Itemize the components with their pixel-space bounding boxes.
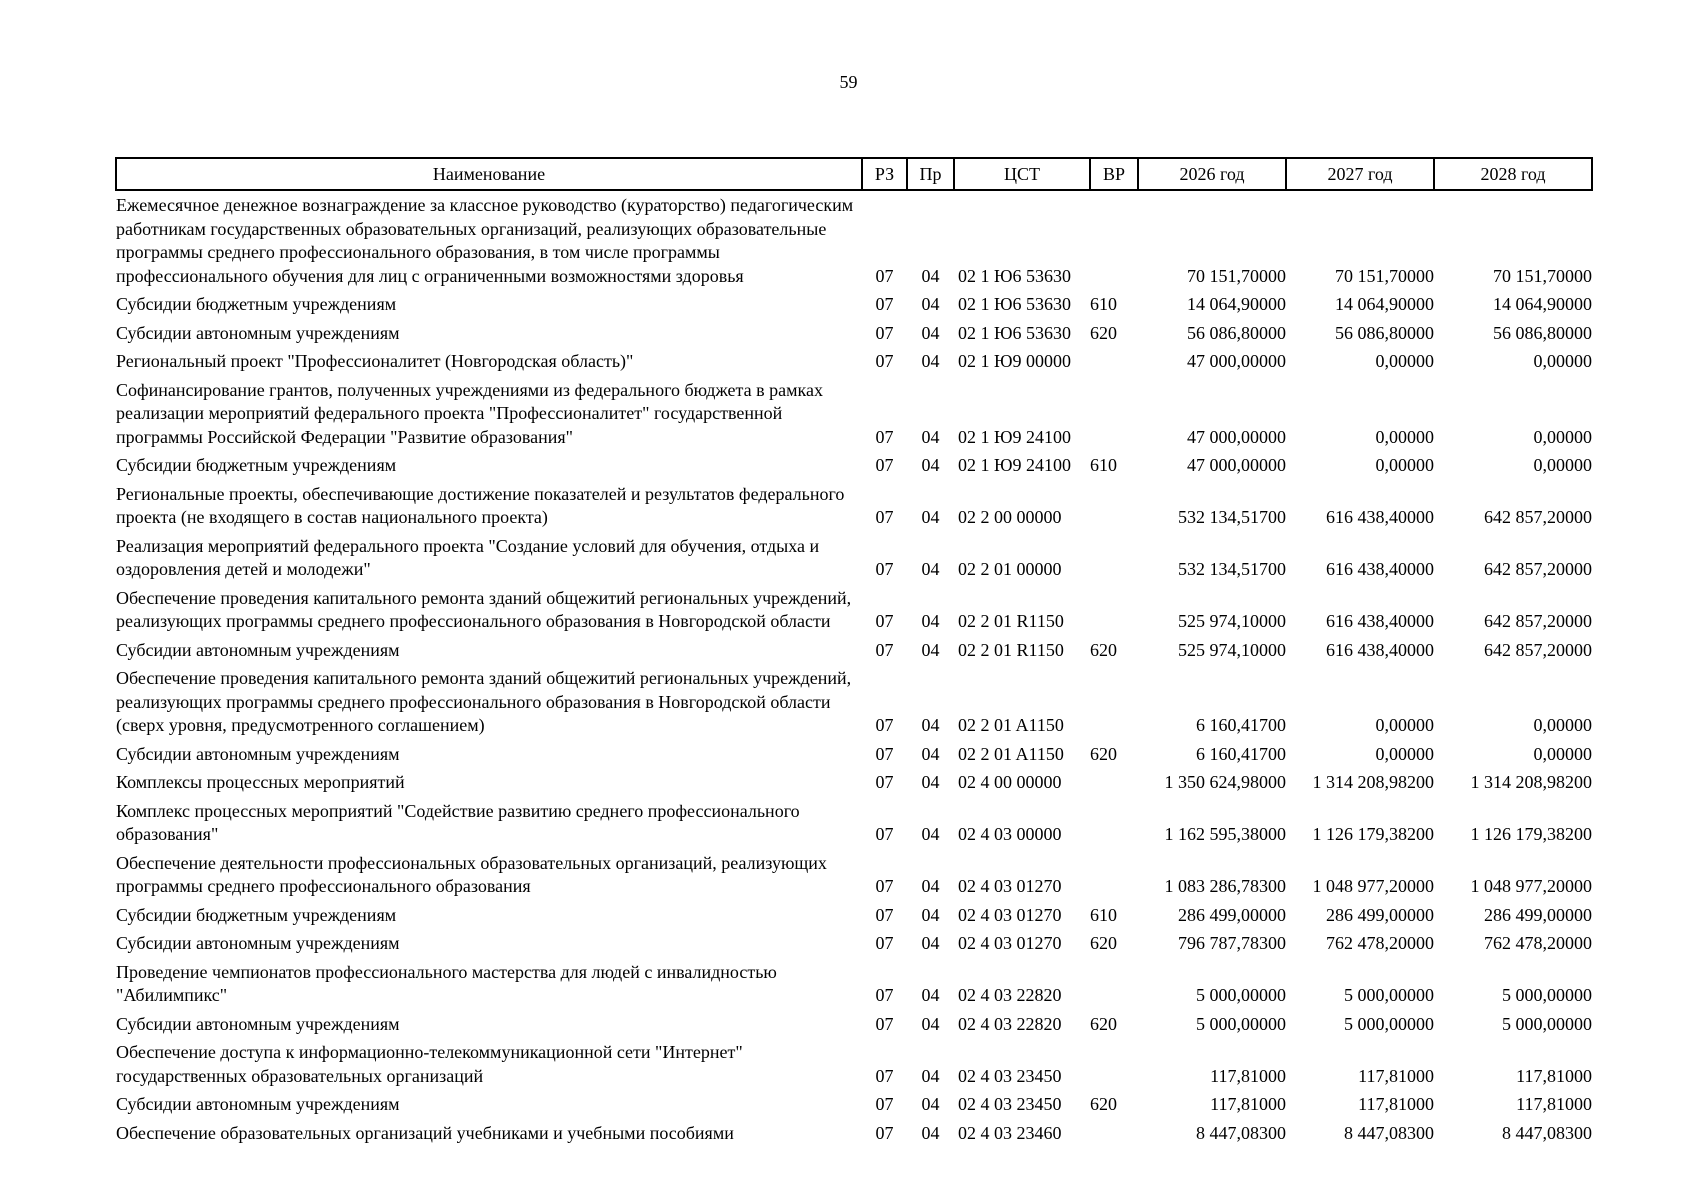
cell-2027: 0,00000: [1375, 715, 1434, 735]
table-row: [116, 664, 1592, 740]
column-header-name: Наименование: [116, 158, 862, 190]
cell-pr: 04: [921, 294, 940, 314]
cell-2026: 8 447,08300: [1196, 1122, 1286, 1143]
cell-rz: 07: [875, 1013, 894, 1034]
table-row: [116, 190, 1592, 290]
cell-vr: 620: [1090, 639, 1117, 660]
table-row: [116, 849, 1592, 901]
cell-2028: 286 499,00000: [1484, 904, 1592, 925]
cell-2028: 642 857,20000: [1484, 507, 1592, 527]
cell-cst: 02 4 03 23450: [958, 1065, 1062, 1086]
cell-pr: 04: [921, 507, 940, 527]
column-header-cst: ЦСТ: [954, 158, 1090, 190]
cell-2028: 8 447,08300: [1502, 1122, 1592, 1143]
cell-rz: 07: [875, 985, 894, 1005]
cell-2027: 0,00000: [1375, 426, 1434, 447]
cell-2028: 1 048 977,20000: [1470, 876, 1592, 896]
cell-2028: 0,00000: [1533, 455, 1592, 475]
cell-pr: 04: [921, 639, 940, 660]
cell-rz: 07: [875, 1094, 894, 1114]
column-header-2026: 2026 год: [1138, 158, 1286, 190]
cell-2026: 796 787,78300: [1178, 933, 1286, 953]
cell-rz: 07: [875, 904, 894, 925]
cell-rz: 07: [875, 933, 894, 953]
cell-2026: 47 000,00000: [1187, 455, 1286, 475]
cell-rz: 07: [875, 265, 894, 286]
table-row: [116, 376, 1592, 452]
table-header: [116, 158, 1592, 190]
cell-rz: 07: [875, 426, 894, 447]
cell-cst: 02 1 Ю9 24100: [958, 426, 1072, 447]
cell-2027: 14 064,90000: [1335, 294, 1434, 314]
cell-name: Проведение чемпионатов профессионального мастерства для людей с инвалидностью "Абилимпикс": [116, 961, 777, 1005]
cell-2027: 70 151,70000: [1335, 265, 1434, 286]
cell-2026: 532 134,51700: [1178, 559, 1286, 579]
cell-vr: [1090, 480, 1138, 532]
cell-name: Реализация мероприятий федерального проекта "Создание условий для обучения, отдыха и оздоровления детей и молодежи": [116, 535, 820, 579]
cell-cst: 02 2 01 R1150: [958, 639, 1064, 660]
cell-2027: 1 048 977,20000: [1312, 876, 1434, 896]
cell-2027: 616 438,40000: [1326, 611, 1434, 631]
cell-pr: 04: [921, 772, 940, 792]
cell-2026: 1 350 624,98000: [1164, 772, 1286, 792]
page-number: 59: [839, 72, 858, 92]
cell-2026: 70 151,70000: [1187, 265, 1286, 286]
table-row: [116, 1090, 1592, 1119]
cell-pr: 04: [921, 904, 940, 925]
cell-vr: 610: [1090, 294, 1117, 314]
cell-vr: 620: [1090, 322, 1117, 343]
table-row: [116, 584, 1592, 636]
cell-2026: 6 160,41700: [1196, 743, 1286, 764]
cell-pr: 04: [921, 351, 940, 371]
cell-vr: 610: [1090, 904, 1117, 925]
header-row: [116, 158, 1592, 190]
cell-cst: 02 2 00 00000: [958, 507, 1062, 527]
cell-cst: 02 1 Ю6 53630: [958, 265, 1072, 286]
cell-2028: 0,00000: [1533, 426, 1592, 447]
cell-vr: [1090, 1119, 1138, 1148]
table-row: [116, 532, 1592, 584]
table-body: [116, 190, 1592, 1147]
cell-name: Субсидии автономным учреждениям: [116, 1013, 400, 1034]
cell-pr: 04: [921, 611, 940, 631]
column-header-2027: 2027 год: [1286, 158, 1434, 190]
cell-pr: 04: [921, 933, 940, 953]
cell-2026: 5 000,00000: [1196, 985, 1286, 1005]
cell-2026: 1 083 286,78300: [1164, 876, 1286, 896]
cell-2028: 117,81000: [1516, 1065, 1592, 1086]
cell-2028: 1 314 208,98200: [1470, 772, 1592, 792]
cell-name: Обеспечение деятельности профессиональных образовательных организаций, реализующих программы среднего профессионального образования: [116, 852, 827, 896]
cell-name: Региональный проект "Профессионалитет (Новгородская область)": [116, 351, 634, 371]
cell-cst: 02 4 03 01270: [958, 876, 1062, 896]
cell-2027: 0,00000: [1375, 351, 1434, 371]
cell-name: Субсидии бюджетным учреждениям: [116, 294, 397, 314]
table-row: [116, 740, 1592, 769]
cell-cst: 02 2 01 00000: [958, 559, 1062, 579]
budget-table: [115, 157, 1593, 1147]
cell-2028: 642 857,20000: [1484, 611, 1592, 631]
cell-2027: 616 438,40000: [1326, 507, 1434, 527]
cell-2027: 5 000,00000: [1344, 985, 1434, 1005]
column-header-2028: 2028 год: [1434, 158, 1592, 190]
cell-cst: 02 4 03 01270: [958, 904, 1062, 925]
table-row: [116, 768, 1592, 797]
cell-2027: 616 438,40000: [1326, 559, 1434, 579]
table-row: [116, 1119, 1592, 1148]
cell-pr: 04: [921, 455, 940, 475]
cell-cst: 02 4 03 01270: [958, 933, 1062, 953]
cell-2026: 1 162 595,38000: [1164, 824, 1286, 844]
cell-2028: 117,81000: [1516, 1094, 1592, 1114]
cell-rz: 07: [875, 294, 894, 314]
cell-vr: [1090, 664, 1138, 740]
table-row: [116, 636, 1592, 665]
cell-cst: 02 4 03 23450: [958, 1094, 1062, 1114]
cell-2028: 56 086,80000: [1493, 322, 1592, 343]
cell-vr: [1090, 849, 1138, 901]
cell-vr: 620: [1090, 743, 1117, 764]
cell-cst: 02 4 03 00000: [958, 824, 1062, 844]
cell-pr: 04: [921, 876, 940, 896]
cell-rz: 07: [875, 351, 894, 371]
cell-2027: 117,81000: [1358, 1094, 1434, 1114]
cell-pr: 04: [921, 559, 940, 579]
cell-2027: 0,00000: [1375, 743, 1434, 764]
cell-2027: 762 478,20000: [1326, 933, 1434, 953]
cell-cst: 02 1 Ю9 00000: [958, 351, 1072, 371]
cell-vr: [1090, 584, 1138, 636]
cell-pr: 04: [921, 1065, 940, 1086]
cell-cst: 02 2 01 A1150: [958, 715, 1064, 735]
cell-cst: 02 1 Ю9 24100: [958, 455, 1072, 475]
cell-name: Субсидии бюджетным учреждениям: [116, 904, 397, 925]
cell-name: Софинансирование грантов, полученных учреждениями из федерального бюджета в рамках реализации мероприятий федерального проекта "Профессионалитет" государственной программы Российской Федерации "Развитие образования": [116, 379, 823, 447]
cell-vr: [1090, 376, 1138, 452]
cell-2027: 8 447,08300: [1344, 1122, 1434, 1143]
cell-pr: 04: [921, 715, 940, 735]
cell-cst: 02 4 03 23460: [958, 1122, 1062, 1143]
cell-vr: [1090, 532, 1138, 584]
column-header-rz: РЗ: [862, 158, 907, 190]
cell-rz: 07: [875, 1122, 894, 1143]
cell-cst: 02 4 03 22820: [958, 1013, 1062, 1034]
cell-name: Ежемесячное денежное вознаграждение за классное руководство (кураторство) педагогическим работникам государственных образовательных организаций, реализующих образовательные программы среднего профессионального образования, в том числе программы профессионального обучения для лиц с ограниченными возможностями здоровья: [116, 195, 854, 286]
cell-2026: 6 160,41700: [1196, 715, 1286, 735]
cell-2026: 525 974,10000: [1178, 639, 1286, 660]
cell-rz: 07: [875, 824, 894, 844]
cell-2026: 286 499,00000: [1178, 904, 1286, 925]
cell-name: Обеспечение доступа к информационно-телекоммуникационной сети "Интернет" государственных образовательных организаций: [116, 1042, 743, 1086]
cell-2027: 56 086,80000: [1335, 322, 1434, 343]
cell-2028: 0,00000: [1533, 715, 1592, 735]
cell-pr: 04: [921, 265, 940, 286]
cell-rz: 07: [875, 876, 894, 896]
cell-name: Субсидии автономным учреждениям: [116, 322, 400, 343]
cell-cst: 02 4 00 00000: [958, 772, 1062, 792]
cell-vr: 610: [1090, 455, 1117, 475]
cell-pr: 04: [921, 985, 940, 1005]
column-header-pr: Пр: [907, 158, 954, 190]
cell-cst: 02 1 Ю6 53630: [958, 322, 1072, 343]
cell-2027: 616 438,40000: [1326, 639, 1434, 660]
table-row: [116, 451, 1592, 480]
cell-rz: 07: [875, 455, 894, 475]
table-row: [116, 929, 1592, 958]
cell-2028: 0,00000: [1533, 351, 1592, 371]
cell-2028: 642 857,20000: [1484, 639, 1592, 660]
cell-vr: 620: [1090, 933, 1117, 953]
table-row: [116, 797, 1592, 849]
cell-name: Региональные проекты, обеспечивающие достижение показателей и результатов федерального проекта (не входящего в состав национального проекта): [116, 483, 845, 527]
cell-pr: 04: [921, 1094, 940, 1114]
cell-name: Комплексы процессных мероприятий: [116, 772, 405, 792]
cell-vr: [1090, 1038, 1138, 1090]
table-row: [116, 1038, 1592, 1090]
cell-2028: 762 478,20000: [1484, 933, 1592, 953]
cell-pr: 04: [921, 743, 940, 764]
cell-2028: 70 151,70000: [1493, 265, 1592, 286]
cell-2028: 5 000,00000: [1502, 1013, 1592, 1034]
cell-cst: 02 4 03 22820: [958, 985, 1062, 1005]
cell-vr: [1090, 768, 1138, 797]
cell-cst: 02 2 01 A1150: [958, 743, 1064, 764]
cell-vr: [1090, 797, 1138, 849]
column-header-vr: ВР: [1090, 158, 1138, 190]
cell-name: Субсидии автономным учреждениям: [116, 639, 400, 660]
cell-2027: 0,00000: [1375, 455, 1434, 475]
cell-2026: 5 000,00000: [1196, 1013, 1286, 1034]
cell-2028: 0,00000: [1533, 743, 1592, 764]
cell-rz: 07: [875, 559, 894, 579]
cell-name: Комплекс процессных мероприятий "Содействие развитию среднего профессионального образования": [116, 800, 800, 844]
cell-cst: 02 2 01 R1150: [958, 611, 1064, 631]
cell-vr: 620: [1090, 1013, 1117, 1034]
cell-vr: [1090, 958, 1138, 1010]
cell-2028: 5 000,00000: [1502, 985, 1592, 1005]
cell-rz: 07: [875, 715, 894, 735]
cell-rz: 07: [875, 611, 894, 631]
table-row: [116, 290, 1592, 319]
cell-pr: 04: [921, 322, 940, 343]
cell-name: Обеспечение образовательных организаций учебниками и учебными пособиями: [116, 1122, 734, 1143]
cell-2026: 56 086,80000: [1187, 322, 1286, 343]
table-row: [116, 480, 1592, 532]
cell-rz: 07: [875, 1065, 894, 1086]
cell-name: Обеспечение проведения капитального ремонта зданий общежитий региональных учреждений, реализующих программы среднего профессионального образования в Новгородской области (сверх уровня, предусмотренного соглашением): [116, 668, 852, 735]
cell-name: Обеспечение проведения капитального ремонта зданий общежитий региональных учреждений, реализующих программы среднего профессионального образования в Новгородской области: [116, 587, 852, 631]
cell-name: Субсидии бюджетным учреждениям: [116, 455, 397, 475]
cell-2027: 1 314 208,98200: [1312, 772, 1434, 792]
cell-pr: 04: [921, 426, 940, 447]
cell-2028: 14 064,90000: [1493, 294, 1592, 314]
cell-2026: 525 974,10000: [1178, 611, 1286, 631]
cell-rz: 07: [875, 322, 894, 343]
cell-2027: 5 000,00000: [1344, 1013, 1434, 1034]
table-row: [116, 319, 1592, 348]
cell-rz: 07: [875, 507, 894, 527]
cell-2028: 642 857,20000: [1484, 559, 1592, 579]
cell-pr: 04: [921, 1013, 940, 1034]
table-row: [116, 347, 1592, 376]
cell-vr: 620: [1090, 1094, 1117, 1114]
table-row: [116, 958, 1592, 1010]
cell-2027: 286 499,00000: [1326, 904, 1434, 925]
cell-2027: 1 126 179,38200: [1312, 824, 1434, 844]
cell-pr: 04: [921, 1122, 940, 1143]
cell-2027: 117,81000: [1358, 1065, 1434, 1086]
cell-2026: 14 064,90000: [1187, 294, 1286, 314]
cell-name: Субсидии автономным учреждениям: [116, 1094, 400, 1114]
cell-2026: 117,81000: [1210, 1065, 1286, 1086]
cell-2026: 532 134,51700: [1178, 507, 1286, 527]
cell-2026: 47 000,00000: [1187, 426, 1286, 447]
cell-rz: 07: [875, 743, 894, 764]
cell-vr: [1090, 347, 1138, 376]
cell-rz: 07: [875, 639, 894, 660]
cell-rz: 07: [875, 772, 894, 792]
cell-name: Субсидии автономным учреждениям: [116, 743, 400, 764]
table-row: [116, 1010, 1592, 1039]
cell-pr: 04: [921, 824, 940, 844]
cell-cst: 02 1 Ю6 53630: [958, 294, 1072, 314]
table-row: [116, 901, 1592, 930]
cell-2026: 117,81000: [1210, 1094, 1286, 1114]
cell-2026: 47 000,00000: [1187, 351, 1286, 371]
cell-name: Субсидии автономным учреждениям: [116, 933, 400, 953]
cell-vr: [1090, 190, 1138, 290]
cell-2028: 1 126 179,38200: [1470, 824, 1592, 844]
